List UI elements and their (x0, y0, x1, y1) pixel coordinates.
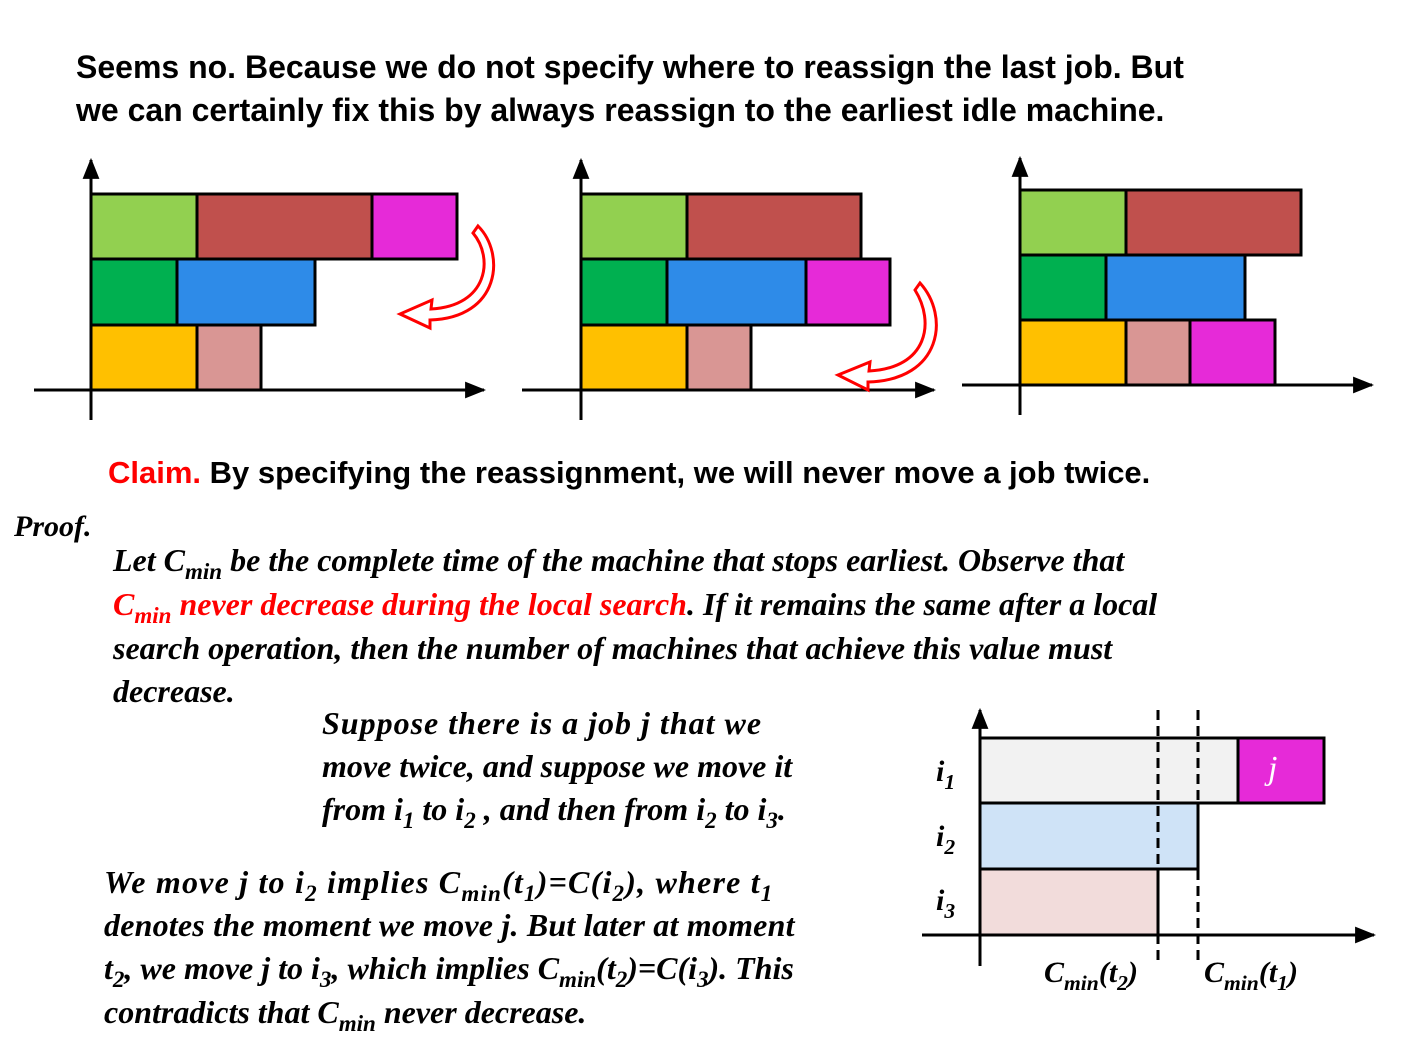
fig1-job-light-green (91, 194, 197, 259)
proof-line-4: decrease. (113, 673, 235, 709)
fig2-job-pink (687, 325, 751, 390)
proof-line-3: search operation, then the number of machines that achieve this value must (113, 630, 1113, 666)
fig2-job-dark-red (687, 194, 861, 259)
fig2-job-blue (667, 259, 806, 325)
fig2-job-light-green (581, 194, 687, 259)
cmin-t2-label: $C_{min}(t_2)$ (1044, 956, 1138, 995)
schedule-figure-1 (34, 160, 494, 420)
fig1-job-yellow (91, 325, 197, 390)
machine-i3-bar (980, 869, 1158, 935)
fig2-job-yellow (581, 325, 687, 390)
machine-label-i1: $i_1$ (936, 755, 956, 794)
heading-line-2: we can certainly fix this by always reassign to the earliest idle machine. (76, 92, 1165, 128)
machine-i2-bar (980, 803, 1198, 869)
conclusion-line-1: We move j to $i_2$ implies $C_{min}(t_1)=C(i_2)$, where $t_1$ (104, 864, 774, 907)
proof-line-2: $C_{min}$ never decrease during the local search. If it remains the same after a local (113, 586, 1158, 629)
fig3-job-magenta (1190, 320, 1275, 385)
fig3-job-blue (1106, 255, 1245, 320)
claim-label: Claim. (108, 455, 202, 490)
fig3-job-green (1020, 255, 1106, 320)
job-j-block (1238, 738, 1324, 803)
conclusion-line-2: denotes the moment we move j. But later at moment (104, 907, 795, 943)
fig1-job-blue (177, 259, 315, 325)
claim-text: By specifying the reassignment, we will never move a job twice. (201, 455, 1151, 490)
suppose-line-1: Suppose there is a job j that we (322, 705, 763, 741)
suppose-line-3: from $i_1$ to $i_2$ , and then from $i_2$ to $i_3$. (322, 791, 786, 834)
conclusion-line-4: contradicts that $C_{min}$ never decrease. (104, 994, 587, 1037)
fig1-job-green (91, 259, 177, 325)
fig3-job-dark-red (1126, 190, 1301, 255)
schedule-figure-3 (962, 158, 1372, 415)
cmin-t1-label: $C_{min}(t_1)$ (1204, 956, 1298, 995)
fig3-job-yellow (1020, 320, 1126, 385)
fig2-job-green (581, 259, 667, 325)
fig3-job-pink (1126, 320, 1190, 385)
cmin-never-decrease-highlight: $C_{min}$ never decrease during the local search (113, 586, 687, 629)
proof-line-1: Let $C_{min}$ be the complete time of the machine that stops earliest. Observe that (113, 542, 1125, 585)
machine-label-i3: $i_3$ (936, 884, 956, 923)
fig1-job-pink (197, 325, 261, 390)
proof-label: Proof. (14, 510, 92, 543)
fig1-job-dark-red (197, 194, 372, 259)
machine-diagram (922, 710, 1374, 966)
fig3-job-light-green (1020, 190, 1126, 255)
machine-label-i2: $i_2$ (936, 820, 956, 859)
claim-statement (108, 455, 1150, 491)
fig1-job-magenta (372, 194, 457, 259)
suppose-line-2: move twice, and suppose we move it (322, 748, 793, 784)
fig2-job-magenta (806, 259, 890, 325)
heading-line-1: Seems no. Because we do not specify where to reassign the last job. But (76, 49, 1184, 85)
conclusion-line-3: $t_2$, we move j to $i_3$, which implies $C_{min}(t_2)=C(i_3)$. This (104, 950, 794, 993)
job-j-label: j (1268, 750, 1278, 787)
schedule-figure-2 (522, 160, 936, 420)
